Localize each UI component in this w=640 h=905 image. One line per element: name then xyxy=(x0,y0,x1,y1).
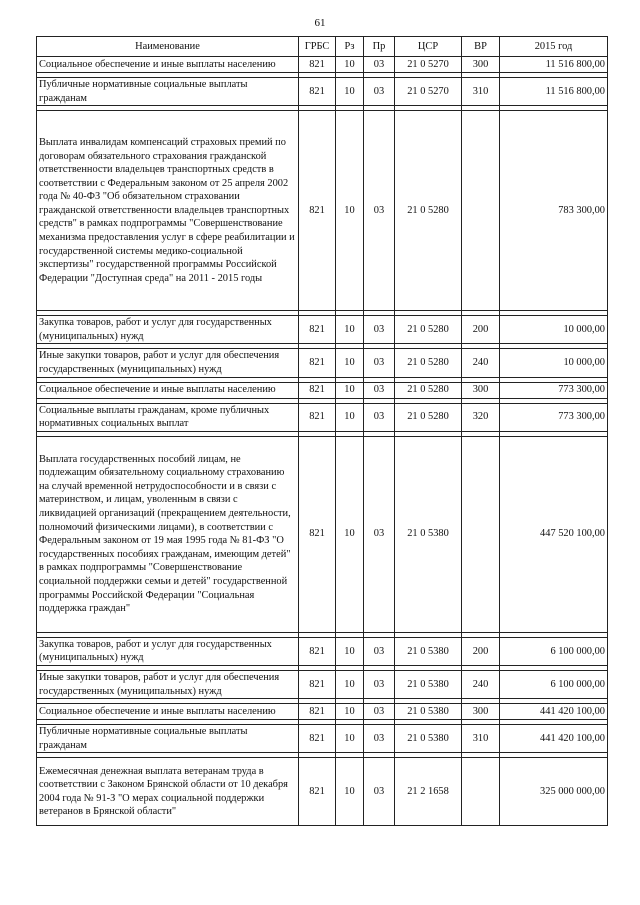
cell-amount: 11 516 800,00 xyxy=(500,57,608,73)
cell-pr: 03 xyxy=(364,78,395,106)
cell-rz: 10 xyxy=(336,637,364,665)
table-row xyxy=(37,349,608,377)
cell-name: Ежемесячная денежная выплата ветеранам труда в соответствии с Законом Брянской области от 10 декабря 2004 года № 91-З "О мерах социальной поддержки ветеранов в Брянской области" xyxy=(37,758,299,826)
table-row xyxy=(37,111,608,311)
cell-csr: 21 0 5380 xyxy=(395,436,462,632)
header-year: 2015 год xyxy=(500,37,608,57)
cell-grbs: 821 xyxy=(299,704,336,720)
cell-pr: 03 xyxy=(364,57,395,73)
cell-name: Социальное обеспечение и иные выплаты населению xyxy=(37,382,299,398)
cell-rz: 10 xyxy=(336,382,364,398)
cell-csr: 21 0 5380 xyxy=(395,725,462,753)
cell-amount: 447 520 100,00 xyxy=(500,436,608,632)
cell-vr: 200 xyxy=(462,316,500,344)
cell-rz: 10 xyxy=(336,704,364,720)
cell-pr: 03 xyxy=(364,758,395,826)
budget-table xyxy=(36,36,608,826)
cell-rz: 10 xyxy=(336,758,364,826)
cell-amount: 325 000 000,00 xyxy=(500,758,608,826)
header-name: Наименование xyxy=(37,37,299,57)
page-number: 61 xyxy=(314,17,326,29)
cell-rz: 10 xyxy=(336,78,364,106)
cell-vr: 320 xyxy=(462,403,500,431)
cell-name: Публичные нормативные социальные выплаты гражданам xyxy=(37,725,299,753)
cell-pr: 03 xyxy=(364,436,395,632)
cell-name: Иные закупки товаров, работ и услуг для обеспечения государственных (муниципальных) нужд xyxy=(37,670,299,698)
cell-vr: 300 xyxy=(462,57,500,73)
cell-rz: 10 xyxy=(336,725,364,753)
cell-vr: 200 xyxy=(462,637,500,665)
cell-grbs: 821 xyxy=(299,316,336,344)
cell-rz: 10 xyxy=(336,57,364,73)
cell-csr: 21 0 5380 xyxy=(395,670,462,698)
cell-grbs: 821 xyxy=(299,78,336,106)
cell-amount: 6 100 000,00 xyxy=(500,670,608,698)
cell-vr: 310 xyxy=(462,78,500,106)
table-row xyxy=(37,670,608,698)
cell-vr xyxy=(462,436,500,632)
table-row xyxy=(37,316,608,344)
cell-vr: 240 xyxy=(462,349,500,377)
cell-name: Публичные нормативные социальные выплаты гражданам xyxy=(37,78,299,106)
cell-amount: 6 100 000,00 xyxy=(500,637,608,665)
header-csr: ЦСР xyxy=(395,37,462,57)
cell-amount: 10 000,00 xyxy=(500,316,608,344)
table-row xyxy=(37,382,608,398)
cell-amount: 441 420 100,00 xyxy=(500,704,608,720)
cell-amount: 773 300,00 xyxy=(500,382,608,398)
cell-amount: 11 516 800,00 xyxy=(500,78,608,106)
cell-vr: 240 xyxy=(462,670,500,698)
cell-pr: 03 xyxy=(364,382,395,398)
cell-grbs: 821 xyxy=(299,758,336,826)
cell-grbs: 821 xyxy=(299,725,336,753)
table-row xyxy=(37,57,608,73)
cell-name: Выплата инвалидам компенсаций страховых премий по договорам обязательного страхования гражданской ответственности владельцев транспортных средств в соответствии с Федеральным законом от 25 апреля 2002 года № 40-ФЗ "Об обязательном страховании гражданской ответственности владельцев транспортных средств" в рамках подпрограммы "Совершенствование механизма предоставления услуг в сфере реабилитации и государственной системы медико-социальной экспертизы" государственной программы Российской Федерации "Доступная среда" на 2011 - 2015 годы xyxy=(37,111,299,311)
cell-csr: 21 0 5380 xyxy=(395,704,462,720)
cell-grbs: 821 xyxy=(299,349,336,377)
header-row xyxy=(37,37,608,57)
cell-pr: 03 xyxy=(364,316,395,344)
cell-pr: 03 xyxy=(364,349,395,377)
header-vr: ВР xyxy=(462,37,500,57)
table-row xyxy=(37,436,608,632)
cell-amount: 441 420 100,00 xyxy=(500,725,608,753)
table-row xyxy=(37,758,608,826)
cell-vr: 310 xyxy=(462,725,500,753)
cell-rz: 10 xyxy=(336,111,364,311)
cell-amount: 10 000,00 xyxy=(500,349,608,377)
cell-vr xyxy=(462,758,500,826)
cell-csr: 21 0 5270 xyxy=(395,57,462,73)
table-row xyxy=(37,704,608,720)
cell-vr: 300 xyxy=(462,704,500,720)
cell-pr: 03 xyxy=(364,670,395,698)
header-rz: Рз xyxy=(336,37,364,57)
cell-csr: 21 0 5280 xyxy=(395,403,462,431)
cell-vr: 300 xyxy=(462,382,500,398)
cell-csr: 21 0 5280 xyxy=(395,382,462,398)
table-row xyxy=(37,725,608,753)
cell-grbs: 821 xyxy=(299,57,336,73)
cell-rz: 10 xyxy=(336,670,364,698)
table-row xyxy=(37,403,608,431)
header-grbs: ГРБС xyxy=(299,37,336,57)
cell-csr: 21 0 5270 xyxy=(395,78,462,106)
cell-name: Закупка товаров, работ и услуг для государственных (муниципальных) нужд xyxy=(37,316,299,344)
cell-rz: 10 xyxy=(336,403,364,431)
cell-name: Социальное обеспечение и иные выплаты населению xyxy=(37,57,299,73)
cell-name: Иные закупки товаров, работ и услуг для обеспечения государственных (муниципальных) нужд xyxy=(37,349,299,377)
cell-pr: 03 xyxy=(364,725,395,753)
cell-csr: 21 0 5280 xyxy=(395,316,462,344)
cell-rz: 10 xyxy=(336,316,364,344)
cell-amount: 783 300,00 xyxy=(500,111,608,311)
header-pr: Пр xyxy=(364,37,395,57)
cell-grbs: 821 xyxy=(299,403,336,431)
table-body xyxy=(37,57,608,826)
cell-name: Социальное обеспечение и иные выплаты населению xyxy=(37,704,299,720)
cell-pr: 03 xyxy=(364,637,395,665)
cell-vr xyxy=(462,111,500,311)
cell-name: Выплата государственных пособий лицам, не подлежащим обязательному социальному страхованию на случай временной нетрудоспособности и в связи с материнством, и лицам, уволенным в связи с ликвидацией организаций (прекращением деятельности, полномочий физическими лицами), в соответствии с Федеральным законом от 19 мая 1995 года № 81-ФЗ "О государственных пособиях гражданам, имеющим детей" в рамках подпрограммы "Совершенствование социальной поддержки семьи и детей" государственной программы Российской Федерации "Социальная поддержка граждан" xyxy=(37,436,299,632)
cell-name: Закупка товаров, работ и услуг для государственных (муниципальных) нужд xyxy=(37,637,299,665)
cell-pr: 03 xyxy=(364,403,395,431)
cell-grbs: 821 xyxy=(299,670,336,698)
cell-grbs: 821 xyxy=(299,111,336,311)
cell-csr: 21 0 5280 xyxy=(395,111,462,311)
cell-grbs: 821 xyxy=(299,436,336,632)
cell-amount: 773 300,00 xyxy=(500,403,608,431)
cell-pr: 03 xyxy=(364,111,395,311)
cell-csr: 21 0 5280 xyxy=(395,349,462,377)
cell-rz: 10 xyxy=(336,349,364,377)
cell-csr: 21 0 5380 xyxy=(395,637,462,665)
cell-grbs: 821 xyxy=(299,382,336,398)
cell-grbs: 821 xyxy=(299,637,336,665)
cell-csr: 21 2 1658 xyxy=(395,758,462,826)
cell-pr: 03 xyxy=(364,704,395,720)
table-row xyxy=(37,637,608,665)
table-row xyxy=(37,78,608,106)
cell-name: Социальные выплаты гражданам, кроме публичных нормативных социальных выплат xyxy=(37,403,299,431)
cell-rz: 10 xyxy=(336,436,364,632)
